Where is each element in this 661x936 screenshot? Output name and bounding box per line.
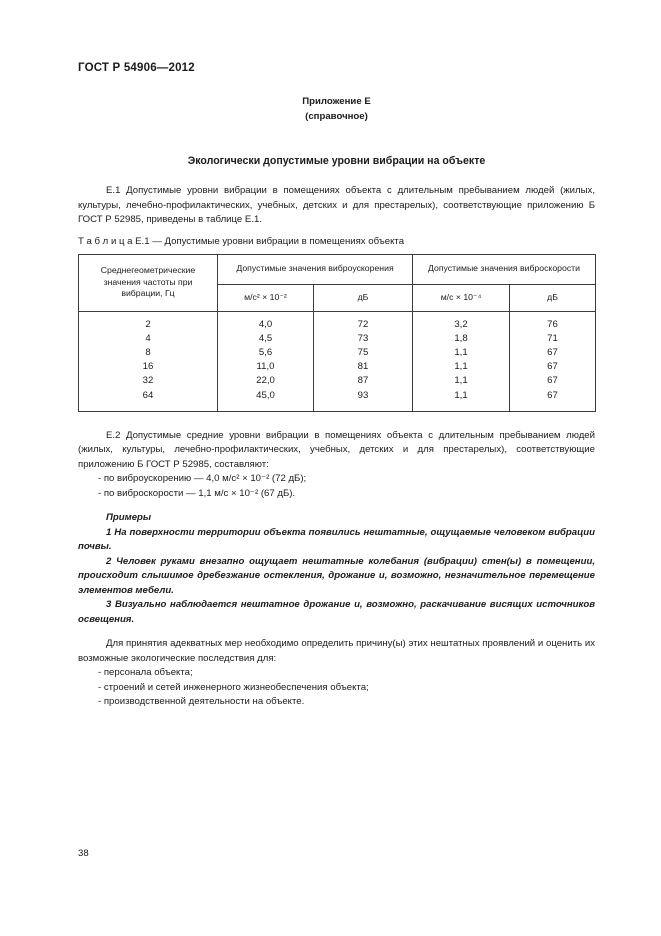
list-item: - производственной деятельности на объекте. [98, 696, 305, 708]
table-row [79, 389, 596, 412]
vibration-table [78, 254, 596, 412]
table-cell: 11,0 [218, 360, 314, 374]
table-cell: 93 [314, 389, 413, 412]
table-cell: 67 [510, 360, 596, 374]
table-cell: 81 [314, 360, 413, 374]
example-item: 2 Человек руками внезапно ощущает нештатные колебания (вибрации) стен(ы) в помещении, происходит слышимое дребезжание остекления, дрожание и, возможно, незначительное перемещение элементов мебели. [78, 555, 595, 596]
table-cell: 67 [510, 374, 596, 388]
table-cell: 71 [510, 332, 596, 346]
col-header-frequency: Среднегеометрические значения частоты при вибрации, Гц [79, 254, 218, 311]
unit-header-velocity: м/с × 10⁻⁴ [413, 284, 510, 311]
table-row [79, 346, 596, 360]
table-cell: 72 [314, 311, 413, 332]
paragraph-e2: Е.2 Допустимые средние уровни вибрации в помещениях объекта с длительным пребыванием людей (жилых, культуры, лечебно-профилактических, учебных, детских и для престарелых), соответствующие приложению Б ГОСТ Р 52985, составляют: [78, 429, 595, 470]
table-header [79, 254, 596, 311]
examples-heading: Примеры [106, 512, 152, 524]
example-item: 1 На поверхности территории объекта появились нештатные, ощущаемые человеком вибрации почвы. [78, 526, 595, 553]
table-cell: 1,1 [413, 389, 510, 412]
unit-header-db-velocity: дБ [510, 284, 596, 311]
table-body [79, 311, 596, 411]
table-cell: 5,6 [218, 346, 314, 360]
table-cell: 3,2 [413, 311, 510, 332]
table-cell: 16 [79, 360, 218, 374]
example-item: 3 Визуально наблюдается нештатное дрожание и, возможно, раскачивание висящих источников освещения. [78, 599, 595, 625]
table-cell: 4,5 [218, 332, 314, 346]
doc-number: ГОСТ Р 54906—2012 [78, 62, 195, 74]
appendix-note: (справочное) [305, 111, 368, 122]
unit-header-acceleration: м/с² × 10⁻² [218, 284, 314, 311]
list-item: - по виброскорости — 1,1 м/с × 10⁻² (67 дБ). [98, 487, 296, 499]
table-cell: 45,0 [218, 389, 314, 412]
table-cell: 87 [314, 374, 413, 388]
unit-header-db-acceleration: дБ [314, 284, 413, 311]
list-item: - строений и сетей инженерного жизнеобеспечения объекта; [98, 681, 369, 693]
table-cell: 4,0 [218, 311, 314, 332]
measures-list [78, 666, 595, 710]
table-caption: Т а б л и ц а Е.1 — Допустимые уровни вибрации в помещениях объекта [78, 235, 405, 247]
col-group-velocity: Допустимые значения виброскорости [413, 254, 596, 284]
table-row [79, 311, 596, 332]
table-cell: 1,8 [413, 332, 510, 346]
table-cell: 67 [510, 346, 596, 360]
paragraph-e1: Е.1 Допустимые уровни вибрации в помещениях объекта с длительным пребыванием людей (жилых, культуры, лечебно-профилактических, учебных, детских и для престарелых), соответствующие приложению Б ГОСТ Р 52985, приведены в таблице Е.1. [78, 185, 595, 225]
col-group-acceleration: Допустимые значения виброускорения [218, 254, 413, 284]
table-cell: 4 [79, 332, 218, 346]
table-cell: 1,1 [413, 374, 510, 388]
table-cell: 75 [314, 346, 413, 360]
list-item: - персонала объекта; [98, 667, 193, 679]
table-cell: 76 [510, 311, 596, 332]
list-item: - по виброускорению — 4,0 м/с² × 10⁻² (72 дБ); [98, 473, 307, 485]
e2-list [78, 472, 595, 501]
page-content [78, 62, 595, 710]
page-number: 38 [78, 848, 89, 859]
table-row [79, 374, 596, 388]
page-title: Экологически допустимые уровни вибрации на объекте [187, 155, 486, 167]
table-cell: 2 [79, 311, 218, 332]
table-cell: 22,0 [218, 374, 314, 388]
paragraph-measures: Для принятия адекватных мер необходимо определить причину(ы) этих нештатных проявлений и оценить их возможные экологические последствия для: [78, 638, 595, 664]
table-cell: 8 [79, 346, 218, 360]
table-cell: 67 [510, 389, 596, 412]
table-row [79, 332, 596, 346]
table-cell: 32 [79, 374, 218, 388]
table-cell: 64 [79, 389, 218, 412]
table-cell: 73 [314, 332, 413, 346]
table-cell: 1,1 [413, 346, 510, 360]
table-cell: 1,1 [413, 360, 510, 374]
appendix-label: Приложение Е [302, 96, 371, 107]
table-row [79, 360, 596, 374]
